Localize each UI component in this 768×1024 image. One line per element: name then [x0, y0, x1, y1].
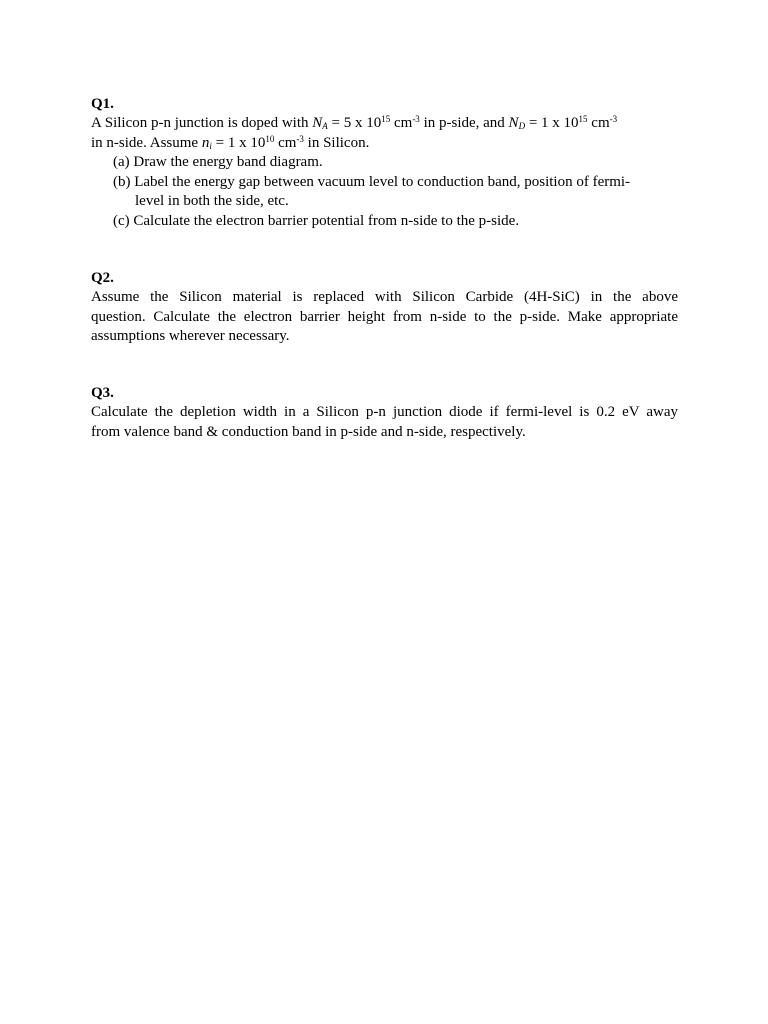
question-1	[91, 94, 678, 231]
question-1-item-b: (b) Label the energy gap between vacuum level to conduction band, position of fermi-	[113, 173, 631, 190]
question-1-item-c: (c) Calculate the electron barrier potential from n-side to the p-side.	[113, 212, 520, 229]
question-2-line-3: assumptions wherever necessary.	[91, 328, 290, 344]
question-1-item-b-continued: level in both the side, etc.	[135, 193, 289, 209]
question-1-line-1: A Silicon p-n junction is doped with $N_A = 5$ x $10^{15}$ $cm^{-3}$ in p-side, and $N_D = 1$ x $10^{15}$ $cm^{-3}$	[91, 114, 618, 131]
question-3-line-2: from valence band & conduction band in p-side and n-side, respectively.	[91, 423, 526, 440]
question-2-title: Q2.	[91, 270, 114, 286]
question-2-line-1: Assume the Silicon material is replaced with Silicon Carbide (4H-SiC) in the above	[91, 289, 678, 305]
question-2-line-2: question. Calculate the electron barrier height from n-side to the p-side. Make appropriate	[91, 308, 678, 325]
question-3-title: Q3.	[91, 385, 114, 401]
question-1-item-a: (a) Draw the energy band diagram.	[113, 154, 323, 170]
question-3-line-1: Calculate the depletion width in a Silicon p-n junction diode if fermi-level is 0.2 eV away	[91, 404, 678, 420]
question-2	[91, 268, 678, 347]
question-1-line-2: in n-side. Assume $n_i = 1$ x $10^{10}$ $cm^{-3}$ in Silicon.	[91, 133, 370, 151]
question-1-title: Q1.	[91, 96, 114, 112]
question-3	[91, 383, 678, 442]
